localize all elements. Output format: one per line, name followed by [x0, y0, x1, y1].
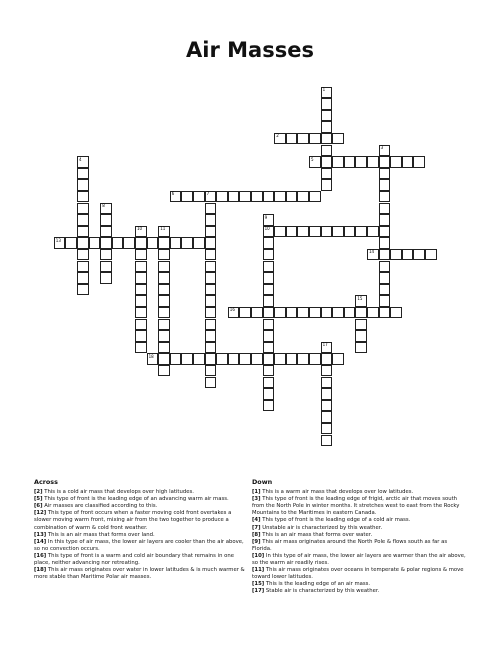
down-clue: [11] This air mass originates over oceans in temperate & polar regions & move toward lower latitudes. — [252, 567, 464, 581]
grid-cell[interactable] — [205, 365, 217, 377]
grid-cell[interactable] — [77, 168, 89, 180]
grid-cell[interactable] — [321, 145, 333, 157]
grid-cell[interactable] — [251, 307, 263, 319]
grid-cell[interactable] — [193, 237, 205, 249]
grid-cell[interactable] — [205, 319, 217, 331]
grid-cell[interactable] — [205, 284, 217, 296]
cell-number: 3 — [380, 145, 384, 150]
grid-cell[interactable] — [77, 156, 89, 168]
grid-cell[interactable] — [355, 319, 367, 331]
grid-cell[interactable] — [263, 330, 275, 342]
grid-cell[interactable] — [158, 272, 170, 284]
grid-cell[interactable] — [321, 423, 333, 435]
grid-cell[interactable] — [379, 168, 391, 180]
across-clue: [16] This type of front is a warm and cold air boundary that remains in one place, neither advancing nor retreating. — [34, 552, 234, 567]
grid-cell[interactable] — [297, 353, 309, 365]
grid-cell[interactable] — [54, 237, 66, 249]
grid-cell[interactable] — [402, 249, 414, 261]
grid-cell[interactable] — [205, 353, 217, 365]
grid-cell[interactable] — [379, 284, 391, 296]
grid-cell[interactable] — [251, 191, 263, 203]
down-clues — [252, 479, 468, 596]
grid-cell[interactable] — [205, 377, 217, 389]
grid-cell[interactable] — [379, 203, 391, 215]
grid-cell[interactable] — [263, 249, 275, 261]
down-clue: [1] This is a warm air mass that develops over low latitudes. — [252, 489, 414, 496]
grid-cell[interactable] — [263, 272, 275, 284]
grid-cell[interactable] — [286, 226, 298, 238]
grid-cell[interactable] — [205, 191, 217, 203]
grid-cell[interactable] — [135, 307, 147, 319]
grid-cell[interactable] — [205, 272, 217, 284]
grid-cell[interactable] — [321, 400, 333, 412]
down-clue: [15] This is the leading edge of an air mass. — [252, 581, 371, 588]
grid-cell[interactable] — [100, 237, 112, 249]
grid-cell[interactable] — [263, 191, 275, 203]
grid-cell[interactable] — [344, 156, 356, 168]
grid-cell[interactable] — [216, 191, 228, 203]
cell-number: 5 — [311, 156, 314, 162]
grid-cell[interactable] — [379, 295, 391, 307]
grid-cell[interactable] — [297, 191, 309, 203]
grid-cell[interactable] — [158, 284, 170, 296]
across-heading: Across — [34, 478, 58, 486]
grid-cell[interactable] — [263, 284, 275, 296]
grid-cell[interactable] — [263, 353, 275, 365]
grid-cell[interactable] — [297, 307, 309, 319]
grid-cell[interactable] — [263, 214, 275, 226]
across-clue: [14] In this type of air mass, the lower air layers are cooler than the air above, so no convection occurs. — [34, 538, 244, 552]
down-clue: [3] This type of front is the leading edge of frigid, arctic air that moves south from the North Pole in winter months. It stretches west to east from the Rocky Mountains to the Maritimes in eastern Canada. — [252, 496, 460, 517]
grid-cell[interactable] — [263, 295, 275, 307]
grid-cell[interactable] — [158, 319, 170, 331]
grid-cell[interactable] — [321, 121, 333, 133]
grid-cell[interactable] — [332, 353, 344, 365]
grid-cell[interactable] — [390, 249, 402, 261]
grid-cell[interactable] — [355, 156, 367, 168]
grid-cell[interactable] — [205, 226, 217, 238]
grid-cell[interactable] — [228, 307, 240, 319]
grid-cell[interactable] — [239, 307, 251, 319]
down-clue: [4] This type of front is the leading edge of a cold air mass. — [252, 517, 411, 524]
grid-cell[interactable] — [77, 249, 89, 261]
grid-cell[interactable] — [286, 307, 298, 319]
grid-cell[interactable] — [135, 261, 147, 273]
grid-cell[interactable] — [309, 133, 321, 145]
cell-number: 14 — [369, 249, 375, 255]
grid-cell[interactable] — [135, 272, 147, 284]
grid-cell[interactable] — [355, 295, 367, 307]
grid-cell[interactable] — [321, 98, 333, 110]
grid-cell[interactable] — [158, 342, 170, 354]
grid-cell[interactable] — [205, 214, 217, 226]
grid-cell[interactable] — [321, 435, 333, 447]
grid-cell[interactable] — [379, 214, 391, 226]
grid-cell[interactable] — [286, 353, 298, 365]
grid-cell[interactable] — [379, 156, 391, 168]
grid-cell[interactable] — [158, 261, 170, 273]
grid-cell[interactable] — [402, 156, 414, 168]
cell-number: 17 — [322, 342, 328, 348]
grid-cell[interactable] — [321, 307, 333, 319]
grid-cell[interactable] — [135, 226, 147, 238]
grid-cell[interactable] — [390, 156, 402, 168]
grid-cell[interactable] — [77, 191, 89, 203]
grid-cell[interactable] — [158, 226, 170, 238]
grid-cell[interactable] — [390, 307, 402, 319]
down-clue: [7] Unstable air is characterized by this weather. — [252, 524, 383, 531]
grid-cell[interactable] — [77, 214, 89, 226]
down-clue: [9] This air mass originates around the North Pole & flows south as far as Florida. — [252, 538, 448, 552]
grid-cell[interactable] — [297, 133, 309, 145]
grid-cell[interactable] — [77, 179, 89, 191]
cell-number: 11 — [160, 226, 166, 232]
grid-cell[interactable] — [321, 156, 333, 168]
grid-cell[interactable] — [379, 249, 391, 261]
grid-cell[interactable] — [263, 400, 275, 412]
grid-cell[interactable] — [321, 377, 333, 389]
down-clue-list — [252, 489, 468, 595]
grid-cell[interactable] — [170, 353, 182, 365]
grid-cell[interactable] — [367, 249, 379, 261]
grid-cell[interactable] — [321, 342, 333, 354]
grid-cell[interactable] — [367, 156, 379, 168]
grid-cell[interactable] — [181, 353, 193, 365]
grid-cell[interactable] — [321, 133, 333, 145]
down-heading: Down — [252, 478, 273, 486]
grid-cell[interactable] — [158, 353, 170, 365]
grid-cell[interactable] — [158, 249, 170, 261]
grid-cell[interactable] — [297, 226, 309, 238]
grid-cell[interactable] — [239, 353, 251, 365]
grid-cell[interactable] — [309, 226, 321, 238]
grid-cell[interactable] — [263, 342, 275, 354]
grid-cell[interactable] — [425, 249, 437, 261]
cell-number: 10 — [264, 226, 270, 232]
down-clue: [8] This is an air mass that forms over water. — [252, 531, 373, 538]
grid-cell[interactable] — [344, 226, 356, 238]
grid-cell[interactable] — [100, 249, 112, 261]
cell-number: 6 — [171, 191, 175, 197]
grid-cell[interactable] — [77, 284, 89, 296]
across-clue-list — [34, 489, 248, 581]
grid-cell[interactable] — [77, 261, 89, 273]
grid-cell[interactable] — [158, 295, 170, 307]
grid-cell[interactable] — [193, 353, 205, 365]
grid-cell[interactable] — [321, 110, 333, 122]
grid-cell[interactable] — [274, 307, 286, 319]
grid-cell[interactable] — [263, 319, 275, 331]
grid-cell[interactable] — [355, 226, 367, 238]
grid-cell[interactable] — [367, 307, 379, 319]
grid-cell[interactable] — [205, 203, 217, 215]
across-clue: [12] This type of front occurs when a faster moving cold front overtakes a slower moving warm front, mixing air from the two together to produce a combination of warm & cold front weather. — [34, 510, 232, 531]
grid-cell[interactable] — [321, 87, 333, 99]
grid-cell[interactable] — [77, 237, 89, 249]
grid-cell[interactable] — [379, 191, 391, 203]
grid-cell[interactable] — [274, 226, 286, 238]
grid-cell[interactable] — [321, 179, 333, 191]
grid-cell[interactable] — [413, 156, 425, 168]
across-clue: [5] This type of front is the leading edge of an advancing warm air mass. — [34, 496, 229, 503]
grid-cell[interactable] — [332, 226, 344, 238]
grid-cell[interactable] — [379, 272, 391, 284]
grid-cell[interactable] — [413, 249, 425, 261]
grid-cell[interactable] — [228, 353, 240, 365]
across-clue: [2] This is a cold air mass that develops over high latitudes. — [34, 489, 194, 496]
grid-cell[interactable] — [100, 214, 112, 226]
grid-cell[interactable] — [205, 237, 217, 249]
grid-cell[interactable] — [379, 145, 391, 157]
grid-cell[interactable] — [263, 226, 275, 238]
grid-cell[interactable] — [379, 261, 391, 273]
grid-cell[interactable] — [123, 237, 135, 249]
grid-cell[interactable] — [77, 226, 89, 238]
grid-cell[interactable] — [321, 353, 333, 365]
grid-cell[interactable] — [286, 133, 298, 145]
grid-cell[interactable] — [205, 307, 217, 319]
grid-cell[interactable] — [263, 388, 275, 400]
grid-cell[interactable] — [321, 411, 333, 423]
grid-cell[interactable] — [309, 191, 321, 203]
down-clue: [10] In this type of air mass, the lower air layers are warmer than the air above, so the warm air readily rises. — [252, 552, 466, 567]
cell-number: 16 — [229, 307, 235, 313]
grid-cell[interactable] — [100, 203, 112, 215]
grid-cell[interactable] — [135, 284, 147, 296]
cell-number: 18 — [148, 353, 154, 359]
cell-number: 4 — [79, 156, 82, 162]
grid-cell[interactable] — [355, 330, 367, 342]
grid-cell[interactable] — [379, 226, 391, 238]
cell-number: 7 — [206, 191, 210, 197]
grid-cell[interactable] — [263, 377, 275, 389]
grid-cell[interactable] — [158, 237, 170, 249]
grid-cell[interactable] — [181, 237, 193, 249]
grid-cell[interactable] — [205, 295, 217, 307]
grid-cell[interactable] — [309, 353, 321, 365]
cell-number: 2 — [276, 133, 279, 139]
grid-cell[interactable] — [263, 307, 275, 319]
across-clues — [34, 479, 248, 581]
grid-cell[interactable] — [205, 249, 217, 261]
grid-cell[interactable] — [239, 191, 251, 203]
grid-cell[interactable] — [321, 365, 333, 377]
grid-cell[interactable] — [274, 353, 286, 365]
grid-cell[interactable] — [135, 330, 147, 342]
grid-cell[interactable] — [77, 203, 89, 215]
grid-cell[interactable] — [193, 191, 205, 203]
grid-cell[interactable] — [100, 226, 112, 238]
cell-number: 8 — [102, 203, 105, 208]
grid-cell[interactable] — [321, 388, 333, 400]
grid-cell[interactable] — [228, 191, 240, 203]
grid-cell[interactable] — [158, 365, 170, 377]
grid-cell[interactable] — [205, 261, 217, 273]
grid-cell[interactable] — [332, 156, 344, 168]
grid-cell[interactable] — [135, 249, 147, 261]
grid-cell[interactable] — [147, 237, 159, 249]
grid-cell[interactable] — [274, 191, 286, 203]
grid-cell[interactable] — [367, 226, 379, 238]
grid-cell[interactable] — [135, 342, 147, 354]
grid-cell[interactable] — [170, 237, 182, 249]
puzzle-title: Air Masses — [186, 38, 314, 62]
grid-cell[interactable] — [112, 237, 124, 249]
grid-cell[interactable] — [332, 133, 344, 145]
grid-cell[interactable] — [332, 307, 344, 319]
cell-number: 1 — [322, 87, 326, 92]
grid-cell[interactable] — [355, 342, 367, 354]
across-clue: [13] This is an air mass that forms over land. — [34, 531, 155, 538]
grid-cell[interactable] — [205, 342, 217, 354]
grid-cell[interactable] — [263, 261, 275, 273]
grid-cell[interactable] — [135, 237, 147, 249]
grid-cell[interactable] — [379, 179, 391, 191]
grid-cell[interactable] — [251, 353, 263, 365]
cell-number: 10 — [137, 226, 143, 232]
across-clue: [18] This air mass originates over water in lower latitudes & is much warmer & more stable than Maritime Polar air masses. — [34, 567, 245, 581]
grid-cell[interactable] — [158, 330, 170, 342]
cell-number: 13 — [55, 237, 61, 243]
grid-cell[interactable] — [147, 353, 159, 365]
grid-cell[interactable] — [344, 307, 356, 319]
grid-cell[interactable] — [355, 307, 367, 319]
grid-cell[interactable] — [309, 307, 321, 319]
grid-cell[interactable] — [274, 133, 286, 145]
grid-cell[interactable] — [263, 237, 275, 249]
grid-cell[interactable] — [263, 365, 275, 377]
grid-cell[interactable] — [321, 226, 333, 238]
across-clue: [6] Air masses are classified according to this. — [34, 503, 158, 510]
grid-cell[interactable] — [170, 191, 182, 203]
grid-cell[interactable] — [158, 307, 170, 319]
grid-cell[interactable] — [216, 353, 228, 365]
grid-cell[interactable] — [379, 237, 391, 249]
grid-cell[interactable] — [65, 237, 77, 249]
grid-cell[interactable] — [135, 319, 147, 331]
grid-cell[interactable] — [89, 237, 101, 249]
grid-cell[interactable] — [77, 272, 89, 284]
grid-cell[interactable] — [205, 330, 217, 342]
grid-cell[interactable] — [286, 191, 298, 203]
cell-number: 15 — [357, 295, 363, 301]
grid-cell[interactable] — [379, 307, 391, 319]
grid-cell[interactable] — [309, 156, 321, 168]
grid-cell[interactable] — [321, 168, 333, 180]
grid-cell[interactable] — [135, 295, 147, 307]
grid-cell[interactable] — [181, 191, 193, 203]
down-clue: [17] Stable air is characterized by this weather. — [252, 588, 380, 595]
grid-cell[interactable] — [100, 261, 112, 273]
grid-cell[interactable] — [100, 272, 112, 284]
cell-number: 9 — [264, 214, 268, 220]
